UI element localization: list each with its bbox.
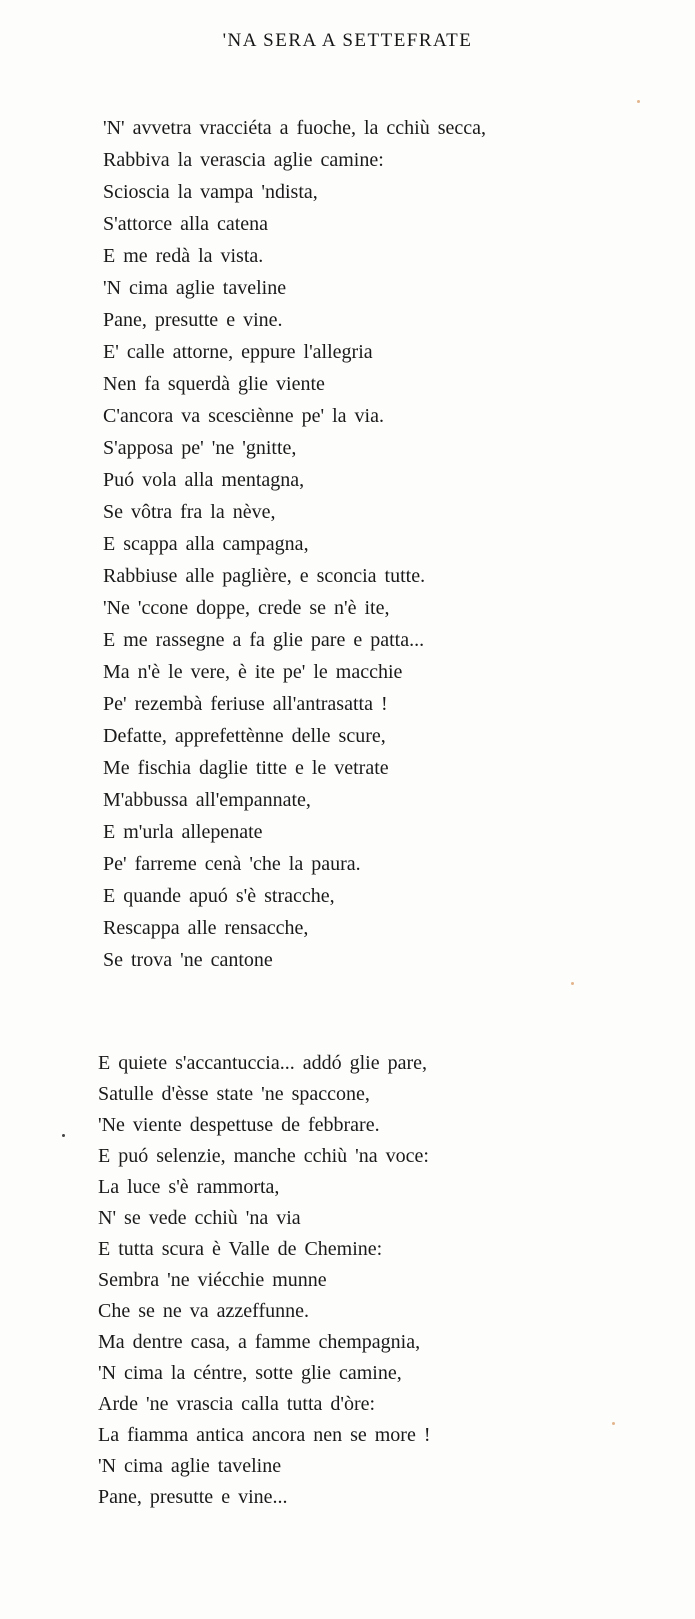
poem-verse-line: Pane, presutte e vine...: [98, 1486, 288, 1508]
poem-verse-line: S'attorce alla catena: [103, 213, 269, 235]
poem-verse-line: Rabbiuse alle paglière, e sconcia tutte.: [103, 565, 426, 587]
poem-verse-line: 'N cima aglie taveline: [98, 1455, 282, 1477]
paper-speck: [612, 1422, 615, 1425]
poem-verse-line: Arde 'ne vrascia calla tutta d'òre:: [98, 1393, 376, 1415]
poem-verse-line: M'abbussa all'empannate,: [103, 789, 311, 811]
poem-verse-line: E scappa alla campagna,: [103, 533, 309, 555]
poem-verse-line: Ma n'è le vere, è ite pe' le macchie: [103, 661, 403, 683]
poem-verse-line: N' se vede cchiù 'na via: [98, 1207, 301, 1229]
paper-speck: [637, 100, 640, 103]
poem-verse-line: Se vôtra fra la nève,: [103, 501, 276, 523]
poem-verse-line: 'Ne viente despettuse de febbrare.: [98, 1114, 380, 1136]
poem-verse-line: Scioscia la vampa 'ndista,: [103, 181, 318, 203]
poem-verse-line: E tutta scura è Valle de Chemine:: [98, 1238, 383, 1260]
poem-verse-line: Satulle d'èsse state 'ne spaccone,: [98, 1083, 370, 1105]
poem-verse-line: Me fischia daglie titte e le vetrate: [103, 757, 389, 779]
poem-verse-line: La luce s'è rammorta,: [98, 1176, 280, 1198]
poem-verse-line: Sembra 'ne viécchie munne: [98, 1269, 327, 1291]
paper-speck: [62, 1134, 65, 1137]
poem-verse-line: Che se ne va azzeffunne.: [98, 1300, 309, 1322]
poem-verse-line: La fiamma antica ancora nen se more !: [98, 1424, 431, 1446]
poem-verse-line: Defatte, apprefettènne delle scure,: [103, 725, 386, 747]
poem-verse-line: E me redà la vista.: [103, 245, 264, 267]
poem-verse-line: E m'urla allepenate: [103, 821, 263, 843]
poem-verse-line: 'N cima la céntre, sotte glie camine,: [98, 1362, 402, 1384]
poem-verse-line: 'N' avvetra vracciéta a fuoche, la cchiù secca,: [103, 117, 486, 139]
poem-verse-line: C'ancora va scesciènne pe' la via.: [103, 405, 384, 427]
poem-verse-line: 'Ne 'ccone doppe, crede se n'è ite,: [103, 597, 390, 619]
poem-verse-line: 'N cima aglie taveline: [103, 277, 287, 299]
poem-stanza-1: [103, 112, 486, 976]
poem-verse-line: S'apposa pe' 'ne 'gnitte,: [103, 437, 297, 459]
paper-speck: [571, 982, 574, 985]
poem-verse-line: Ma dentre casa, a famme chempagnia,: [98, 1331, 421, 1353]
poem-verse-line: E' calle attorne, eppure l'allegria: [103, 341, 373, 363]
poem-verse-line: Pe' rezembà feriuse all'antrasatta !: [103, 693, 388, 715]
poem-stanza-2: [98, 1048, 431, 1513]
poem-verse-line: E quande apuó s'è stracche,: [103, 885, 335, 907]
poem-verse-line: E me rassegne a fa glie pare e patta...: [103, 629, 425, 651]
poem-title: 'NA SERA A SETTEFRATE: [222, 30, 473, 51]
poem-verse-line: E puó selenzie, manche cchiù 'na voce:: [98, 1145, 429, 1167]
poem-verse-line: Pe' farreme cenà 'che la paura.: [103, 853, 361, 875]
poem-verse-line: Puó vola alla mentagna,: [103, 469, 305, 491]
poem-verse-line: Se trova 'ne cantone: [103, 949, 273, 971]
poem-verse-line: Nen fa squerdà glie viente: [103, 373, 325, 395]
poem-verse-line: Rabbiva la verascia aglie camine:: [103, 149, 384, 171]
poem-verse-line: Rescappa alle rensacche,: [103, 917, 309, 939]
poem-verse-line: E quiete s'accantuccia... addó glie pare,: [98, 1052, 428, 1074]
poem-verse-line: Pane, presutte e vine.: [103, 309, 283, 331]
